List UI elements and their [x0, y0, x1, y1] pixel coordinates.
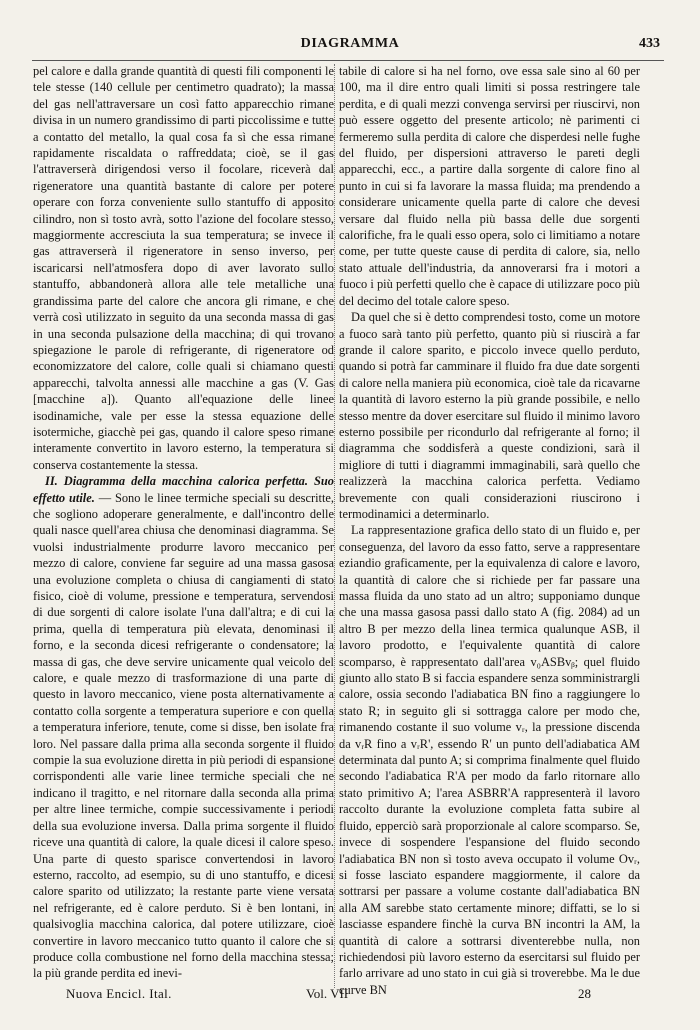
footer-signature: 28 — [578, 986, 591, 1001]
header-rule — [32, 60, 664, 61]
section-ii-heading: II. Diagramma della macchina calorica perfetta. Suo effetto utile. — [33, 474, 334, 505]
page-number: 433 — [639, 36, 660, 51]
left-column — [33, 63, 334, 985]
right-paragraph-1: tabile di calore si ha nel forno, ove essa sale sino al 60 per 100, ma il dire entro quali limiti si possa restringere tale perdita, e di quali mezzi convenga servirsi per riuscirvi, non può essere oggetto del presente articolo; nè parimenti ci fermeremo sulla perdita di calore che disperdesi nelle fughe del fluido, per dispersioni attraverso le pareti degli apparecchi, ecc., a partire dalla sorgente di calore fino al punto in cui si fa lavorare la massa fluida; ma prendendo a considerare unicamente quella parte di calore che devesi versare dal fluido nella più bassa delle due sorgenti calorifiche, fra le quali esso opera, solo ci limitiamo a notare come, per tutte queste cause di perdita di calore, sia, nello stato attuale dell'industria, da annoverarsi fra i motori a fuoco i più perfetti quello che è capace di utilizzare poco più del decimo del totale calore speso. — [339, 64, 640, 308]
footer-publication: Nuova Encicl. Ital. — [66, 986, 172, 1001]
right-paragraph-3: La rappresentazione grafica dello stato di un fluido e, per conseguenza, del lavoro da esso fatto, serve a rappresentare eziandio graficamente, per la equivalenza di calore e lavoro, la quantità di calore che si richiede per far passare una massa fluida da uno stato ad un altro; supponiamo dunque che una massa gasosa passi dallo stato A (fig. 2084) ad un altro B per mezzo della linea termica qualunque ASB, il lavoro prodotto, e l'equivalente quantità di calore scomparso, è rappresentato dall'area v₀ASBvᵦ; quel fluido giunto allo stato B si faccia espandere senza somministrargli calore, ossia secondo l'adiabatica BN fino a raggiungere lo stato R; in seguito gli si sottragga calore per modo che, rimanendo costante il suo volume vᵣ, la pressione discenda da vᵣR fino a vᵣR', essendo R' un punto dell'adiabatica AM determinata dal punto A; si comprima finalmente quel fluido secondo l'adiabatica R'A per modo da farlo ritornare allo stato primitivo A; l'area ASBRR'A rappresenterà il lavoro raccolto durante la evoluzione completa fatta subire al fluido, epperciò sarà proporzionale al calore scomparso. Se, invece di sospendere l'espansione del fluido secondo l'adiabatica BN non sì tosto aveva occupato il volume Ovᵣ, si fosse lasciato espandere maggiormente, il calore da sottrarsi per passare a volume costante dall'adiabatica BN alla AM sarebbe stato certamente minore; diffatti, se lo si lasciasse espandere finchè la curva BN incontri la AM, la quantità di calore a sottrarsi diventerebbe nulla, non richiedendosi più lavoro esterno da esercitarsi sul fluido per farlo arrivare ad uno stato in cui già si troverebbe. Ma le due curve BN — [339, 523, 640, 997]
page-footer — [0, 986, 700, 1006]
page-header — [0, 36, 700, 60]
section-ii-paragraph — [33, 473, 334, 982]
column-divider — [334, 64, 335, 988]
running-title: DIAGRAMMA — [300, 36, 400, 51]
left-paragraph-1: pel calore e dalla grande quantità di questi fili componenti le tele stesse (140 cellule per centimetro quadrato); la massa del gas nell'attraversare un così fatto apparecchio rimane divisa in un numero grandissimo di parti piccolissime e tutte a contatto del metallo, la qual cosa fa sì che essa rimane rapidamente riscaldata o raffreddata; cioè, se il gas l'attraverserà dirigendosi verso il focolare, riceverà dal rigeneratore una quantità bastante di calore per potere operare con forza conveniente sullo stantuffo di apposito cilindro, non sì tosto avrà, sotto l'azione del focolare stesso, maggiormente accresciuta la sua temperatura; se invece il gas attraverserà il rigeneratore in senso inverso, per iscaricarsi nell'atmosfera dopo di aver lavorato sullo stantuffo, abbandonerà allora alle tele metalliche una grandissima parte del calore che ancora gli rimane, e che verrà così utilizzato in seguito da una seconda massa di gas in una seconda pulsazione della macchina; di qui trovano spiegazione le parole di refrigerante, di rigeneratore od economizzatore del calore, colle quali si chiamano questi apparecchi, talvolta annessi alle macchine a gas (V. Gas [macchine a]). Quanto all'equazione delle linee isodinamiche, vale per esse la stessa equazione delle isotermiche, giacchè pei gas, quando il calore speso rimane interamente convertito in lavoro esterno, la temperatura si conserva costantemente la stessa. — [33, 64, 334, 472]
footer-volume: Vol. VII — [306, 986, 349, 1001]
right-paragraph-2: Da quel che si è detto comprendesi tosto, come un motore a fuoco sarà tanto più perfetto, quanto più si riuscirà a far grande il calore sparito, e piccolo invece quello perduto, quando si potrà far camminare il fluido fra due date sorgenti di calore nella maniera più economica, cioè tale da ricavarne la quantità di lavoro esterno la più grande possibile, e nello stesso mentre da dover esercitare sul fluido il minimo lavoro esterno possibile per ricondurlo dal refrigerante al forno; il diagramma che soddisferà a queste condizioni, sarà il migliore di tutti i diagrammi immaginabili, sarà quello che realizzerà la macchina calorica perfetta. Vediamo brevemente con quali considerazioni riuscirono i termodinamici a determinarlo. — [339, 310, 640, 521]
section-ii-body: — Sono le linee termiche speciali su descritte, che sogliono adoperare generalmente, e dall'incontro delle quali nasce quell'area chiusa che denominasi diagramma. Se vuolsi industrialmente produrre lavoro meccanico per mezzo di calore, conviene far seguire ad una massa gasosa una evoluzione completa o chiusa di cangiamenti di stato fisico, cioè di volume, pressione e temperatura, servendosi di due sorgenti di calore isolate l'una dall'altra; e di cui la prima, quella di temperatura più elevata, denominasi il forno, e la seconda dicesi refrigerante o condensatore; la massa di gas, che deve servire unicamente qual veicolo del calore, e quale mezzo di trasformazione di una parte di questo in lavoro meccanico, viene posta alternativamente a contatto colla sorgente a temperatura superiore e con quella a temperatura inferiore, tenute, come si disse, ben isolate fra loro. Nel passare dalla prima alla seconda sorgente il fluido compie la sua evoluzione diretta in più periodi di espansione corrispondenti alle varie linee termiche speciali che ne indicano il tragitto, e nel ritornare dalla seconda alla prima per altre linee termiche, compie successivamente i periodi della sua evoluzione inversa. Dalla prima sorgente il fluido riceve una quantità di calore, la quale dicesi il calore speso. Una parte di questo sparisce convertendosi in lavoro esterno, raccolto, ad esempio, su di uno stantuffo, e dicesi calore sparito od utilizzato; la restante parte viene versata nel refrigerante, ed è calore perduto. Si è ben lontani, in qualsivoglia macchina calorica, dal potere utilizzare, cioè convertire in lavoro meccanico tutto quanto il calore che si produce colla combustione nel forno della macchina stessa; la più grande perdita ed inevi- — [33, 490, 334, 981]
